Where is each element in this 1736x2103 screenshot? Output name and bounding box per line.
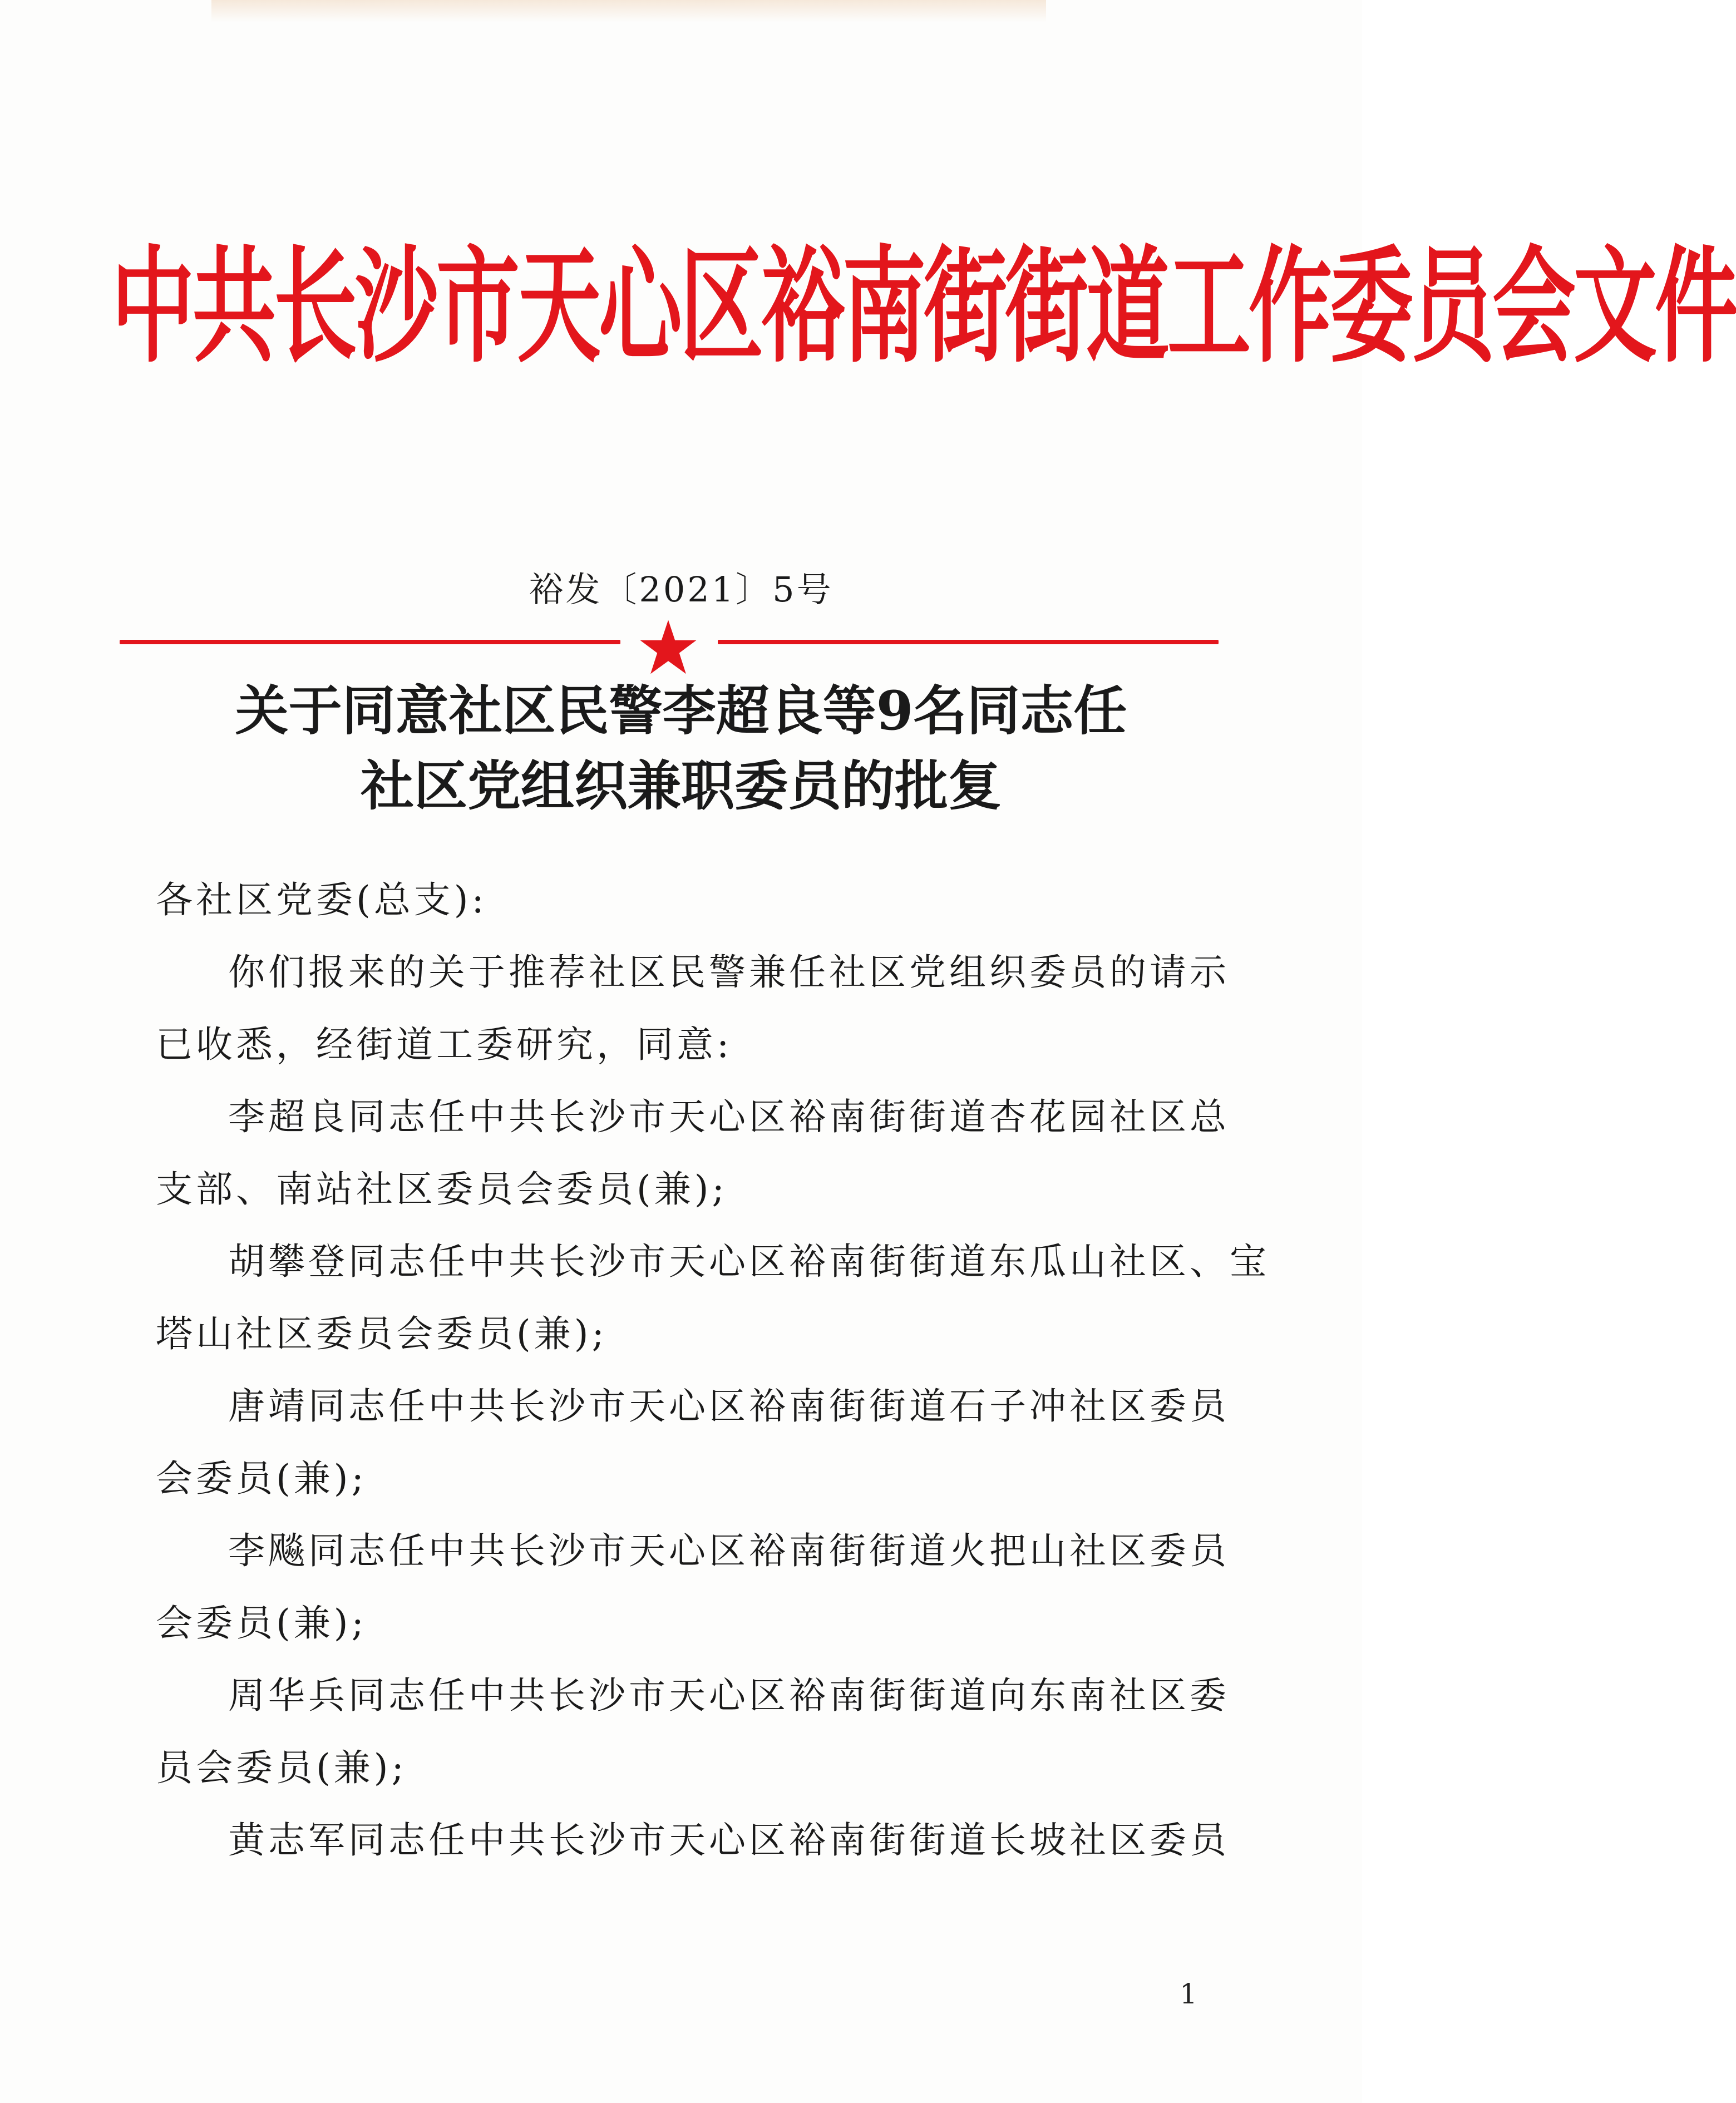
red-rule-right [718, 640, 1219, 644]
body-line: 胡攀登同志任中共长沙市天心区裕南街街道东瓜山社区、宝 [228, 1240, 1270, 1283]
scan-tint [211, 0, 1046, 22]
title-line-2: 社区党组织兼职委员的批复 [361, 754, 1002, 817]
body-line: 会委员(兼); [156, 1457, 367, 1500]
title-line-1: 关于同意社区民警李超良等9名同志任 [235, 679, 1127, 742]
body-line: 周华兵同志任中共长沙市天心区裕南街街道向东南社区委 [228, 1674, 1230, 1717]
body-line: 员会委员(兼); [156, 1746, 407, 1789]
document-number: 裕发〔2021〕5号 [529, 569, 834, 610]
body-line: 唐靖同志任中共长沙市天心区裕南街街道石子冲社区委员 [228, 1385, 1230, 1428]
masthead: 中共长沙市天心区裕南街街道工作委员会文件 [111, 235, 1736, 380]
body-line: 李超良同志任中共长沙市天心区裕南街街道杏花园社区总 [228, 1095, 1230, 1138]
red-rule-left [120, 640, 620, 644]
red-star-icon [638, 618, 699, 679]
body-line: 已收悉，经街道工委研究，同意: [156, 1023, 733, 1066]
page-number: 1 [1180, 1978, 1197, 2010]
body-line: 你们报来的关于推荐社区民警兼任社区党组织委员的请示 [228, 951, 1230, 994]
body-line: 黄志军同志任中共长沙市天心区裕南街街道长坡社区委员 [228, 1819, 1230, 1862]
body-line: 会委员(兼); [156, 1602, 367, 1645]
body-line: 塔山社区委员会委员(兼); [156, 1312, 608, 1355]
body-line: 支部、南站社区委员会委员(兼); [156, 1168, 728, 1211]
body-line: 李飚同志任中共长沙市天心区裕南街街道火把山社区委员 [228, 1529, 1230, 1572]
salutation: 各社区党委(总支): [156, 878, 487, 921]
